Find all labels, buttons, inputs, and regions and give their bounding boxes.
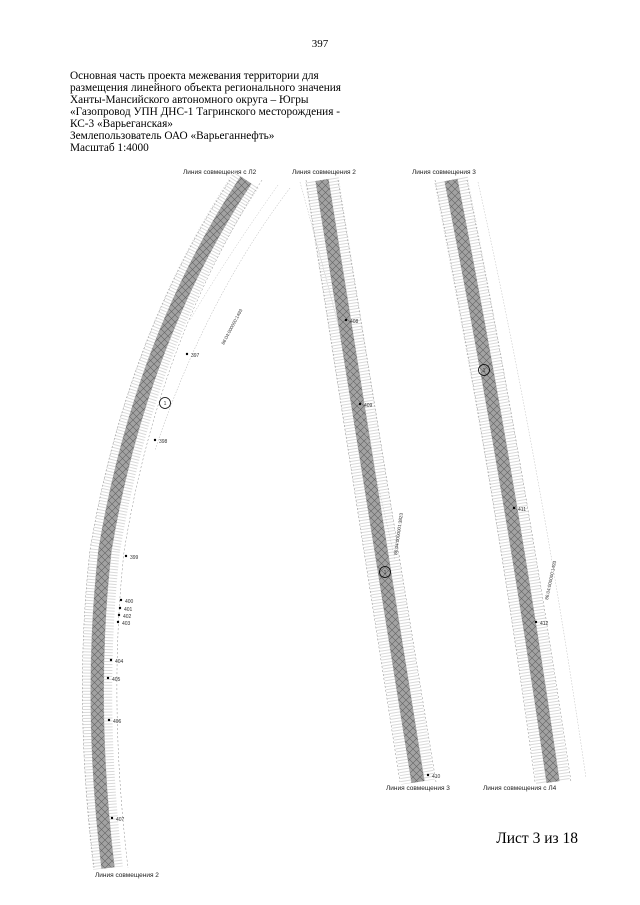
survey-point (118, 614, 132, 620)
match-line-label: Линия совмещения 3 (386, 785, 450, 792)
survey-point (535, 621, 549, 627)
svg-text:402: 402 (123, 614, 132, 620)
svg-text:405: 405 (112, 677, 121, 683)
cadastral-number: 86:04:000000:1493 (220, 308, 244, 346)
svg-text:411: 411 (518, 507, 526, 513)
svg-text:401: 401 (124, 607, 133, 613)
cadastral-number: 86:04:000000:1493 (544, 560, 558, 601)
match-line-label: Линия совмещения с Л4 (483, 785, 557, 792)
svg-text:410: 410 (432, 774, 441, 780)
svg-text:399: 399 (130, 555, 139, 561)
svg-text:1: 1 (383, 570, 387, 576)
header-line: размещения линейного объекта регионального значения (70, 82, 341, 94)
survey-point (186, 353, 200, 359)
left-corridor (82, 180, 262, 868)
survey-point (154, 439, 168, 445)
survey-point (120, 599, 134, 605)
svg-text:412: 412 (540, 621, 549, 627)
svg-text:1: 1 (163, 401, 167, 407)
svg-text:407: 407 (116, 817, 125, 823)
page-number: 397 (311, 38, 329, 50)
header-line: КС-3 «Варьеганская» (70, 118, 173, 130)
match-line-label: Линия совмещения 2 (292, 169, 356, 176)
header-line: Ханты-Мансийского автономного округа – Югры (70, 94, 309, 106)
svg-text:408: 408 (350, 319, 359, 325)
match-line-label: Линия совмещения 3 (412, 169, 476, 176)
cadastral-number: 86:04:0000001:3823 (393, 512, 404, 556)
survey-point (119, 607, 133, 613)
svg-text:409: 409 (364, 403, 373, 409)
right-corridor (435, 180, 571, 782)
svg-text:403: 403 (122, 621, 131, 627)
svg-text:1: 1 (482, 368, 486, 374)
survey-point (125, 555, 139, 561)
svg-text:398: 398 (159, 439, 168, 445)
header-line: Землепользователь ОАО «Варьеганнефть» (70, 130, 275, 142)
survey-point (117, 621, 131, 627)
sheet-number: Лист 3 из 18 (496, 830, 578, 847)
svg-text:404: 404 (115, 659, 124, 665)
middle-corridor (306, 180, 436, 782)
match-line-label: Линия совмещения 2 (95, 872, 159, 879)
header-line: «Газопровод УПН ДНС-1 Тагринского месторождения - (70, 106, 340, 118)
svg-text:400: 400 (125, 599, 134, 605)
svg-text:406: 406 (113, 719, 122, 725)
match-line-label: Линия совмещения с Л2 (183, 169, 257, 176)
header-line: Основная часть проекта межевания территории для (70, 70, 319, 82)
circle-marker (160, 398, 171, 409)
scale-line: Масштаб 1:4000 (70, 142, 149, 154)
svg-text:397: 397 (191, 353, 200, 359)
